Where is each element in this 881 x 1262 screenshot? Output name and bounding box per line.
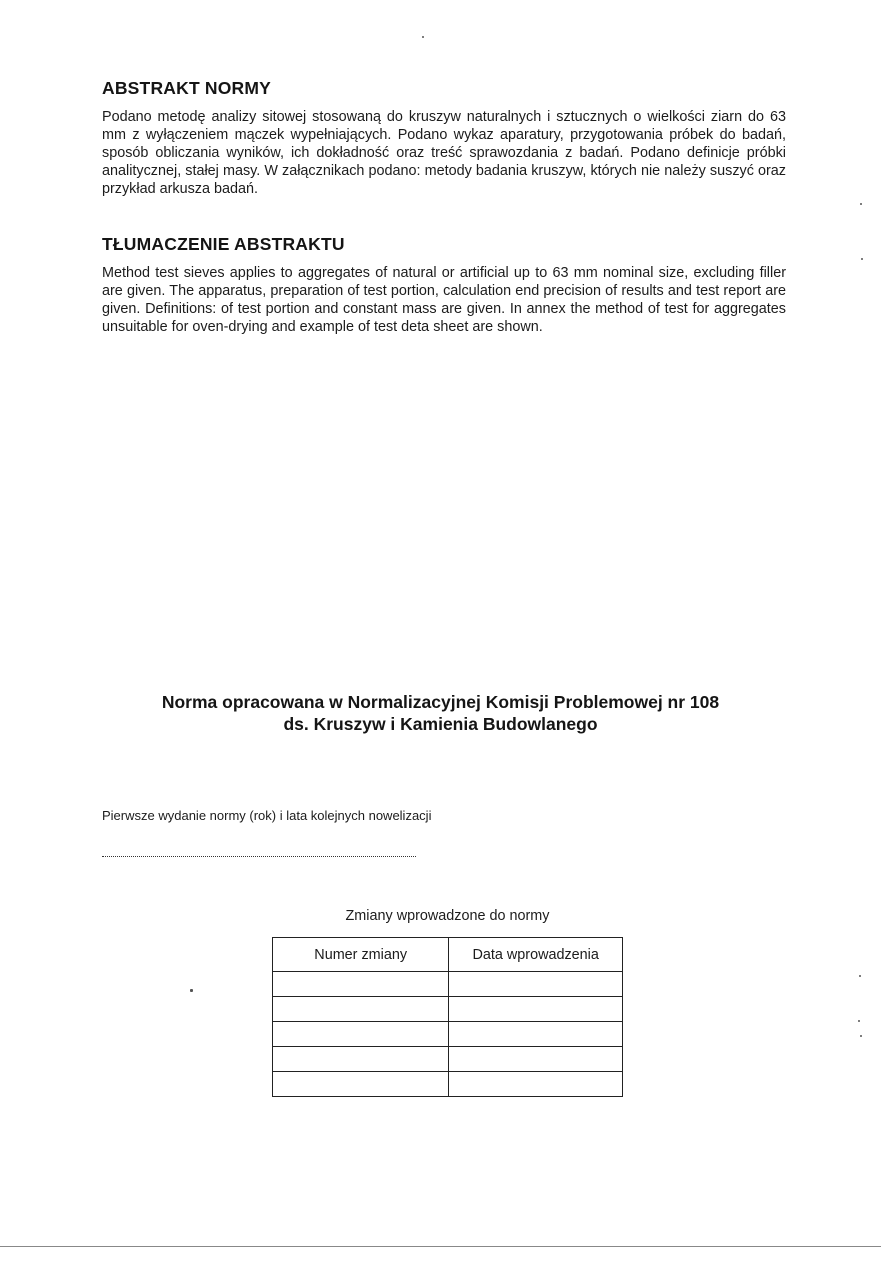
changes-table-caption: Zmiany wprowadzone do normy [345, 908, 550, 924]
change-number-cell [273, 1072, 449, 1097]
header-introduction-date: Data wprowadzenia [449, 938, 623, 972]
introduction-date-cell [449, 997, 623, 1022]
abstract-text: Podano metodę analizy sitowej stosowaną do kruszyw naturalnych i sztucznych o wielkości ziarn do 63 mm z wyłączeniem mączek wypełniających. Podano wykaz aparatury, przygotowania próbek do badań, sposób obliczania wyników, ich dokładność oraz treść sprawozdania z badań. Podano definicje próbki analitycznej, stałej masy. W załącznikach podano: metody badania kruszyw, których nie należy suszyć oraz przykład arkusza badań. [102, 109, 786, 197]
edition-label: Pierwsze wydanie normy (rok) i lata kolejnych nowelizacji [102, 808, 432, 823]
scan-speck [860, 1035, 862, 1037]
introduction-date-cell [449, 1022, 623, 1047]
table-row [273, 1022, 623, 1047]
norma-title-line-2: ds. Kruszyw i Kamienia Budowlanego [283, 714, 598, 734]
header-change-number: Numer zmiany [273, 938, 449, 972]
scan-speck [860, 203, 862, 205]
translation-heading: TŁUMACZENIE ABSTRAKTU [102, 234, 345, 254]
translation-text: Method test sieves applies to aggregates of natural or artificial up to 63 mm nominal size, excluding filler are given. The apparatus, preparation of test portion, calculation end precision of results and test report are given. Definitions: of test portion and constant mass are given. In annex the method of test for aggregates unsuitable for oven-drying and example of test deta sheet are shown. [102, 265, 786, 335]
scan-speck [858, 1020, 860, 1022]
table-row [273, 997, 623, 1022]
norma-title-line-1: Norma opracowana w Normalizacyjnej Komisji Problemowej nr 108 [161, 692, 720, 712]
introduction-date-cell [449, 1072, 623, 1097]
scan-speck [861, 258, 863, 260]
change-number-cell [273, 1047, 449, 1072]
change-number-cell [273, 1022, 449, 1047]
page-bottom-rule [0, 1246, 881, 1247]
introduction-date-cell [449, 972, 623, 997]
table-row [273, 1072, 623, 1097]
edition-fill-line [102, 856, 416, 857]
change-number-cell [273, 997, 449, 1022]
scan-speck [859, 975, 861, 977]
table-row [273, 972, 623, 997]
table-row [273, 1047, 623, 1072]
introduction-date-cell [449, 1047, 623, 1072]
norma-commission-title [0, 691, 881, 735]
changes-table [272, 937, 623, 1097]
abstract-section [102, 78, 786, 198]
translation-section [102, 234, 786, 336]
abstract-heading: ABSTRAKT NORMY [102, 78, 272, 98]
change-number-cell [273, 972, 449, 997]
scan-speck [190, 989, 193, 992]
changes-table-header-row [273, 938, 623, 972]
scan-speck [422, 36, 424, 38]
